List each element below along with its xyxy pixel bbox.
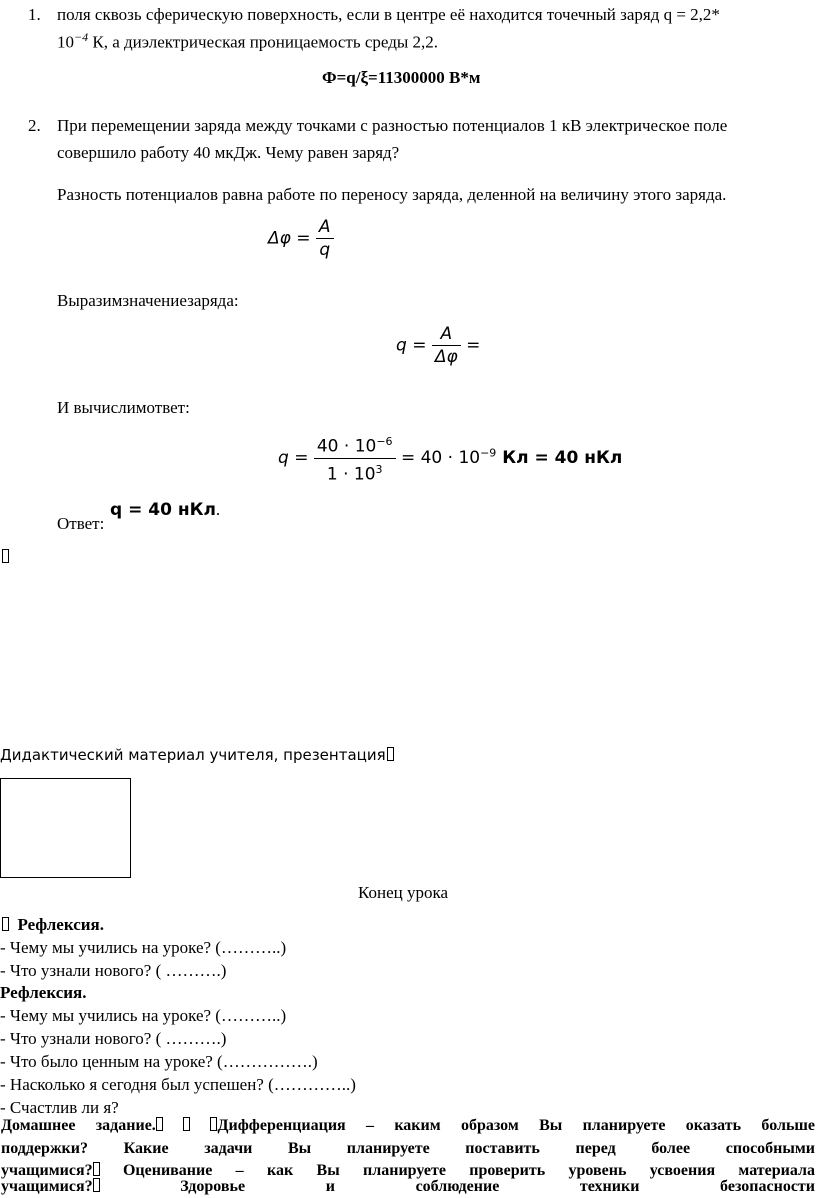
homework-differentiation: Дифференциация – каким образом Вы планируете оказать больше xyxy=(217,1117,816,1134)
didactic-text: Дидактический материал учителя, презентация xyxy=(0,746,386,764)
homework-line-3b: Оценивание – как Вы планируете проверить уровень усвоения материала xyxy=(99,1162,815,1179)
list-number-2: 2. xyxy=(28,116,41,135)
placeholder-glyph-icon xyxy=(93,1162,100,1176)
eq3-numerator-exp: −6 xyxy=(376,435,393,448)
eq3-denominator-exp: 3 xyxy=(375,462,383,476)
homework-line-2: поддержки? Какие задачи Вы планируете поставить перед более способными xyxy=(1,1140,815,1157)
image-placeholder-frame xyxy=(0,778,131,878)
answer-label: Ответ: xyxy=(57,514,105,533)
homework-line-1 xyxy=(1,1115,815,1137)
item2-line1: При перемещении заряда между точками с разностью потенциалов 1 кВ электрическое поле xyxy=(57,116,728,135)
homework-title: Домашнее задание. xyxy=(1,1117,156,1134)
reflection-2-line: - Что узнали нового? ( ……….) xyxy=(0,1029,227,1048)
item2-line2: совершило работу 40 мкДж. Чему равен заряд? xyxy=(57,143,400,162)
eq2-lhs: q = xyxy=(396,335,427,356)
homework-line-4b: Здоровье и соблюдение техники безопасности xyxy=(99,1178,815,1195)
reflection-2-line: - Что было ценным на уроке? (…………….) xyxy=(0,1052,318,1071)
eq3-denominator: 1 · 10 xyxy=(326,464,376,485)
flux-formula: Ф=q/ξ=11300000 В*м xyxy=(322,68,481,87)
item1-line1: поля сквозь сферическую поверхность, если в центре её находится точечный заряд q = 2,2* xyxy=(57,5,720,24)
homework-line-4 xyxy=(1,1176,815,1198)
placeholder-glyph-icon xyxy=(183,1117,190,1131)
reflection-1-title-text: Рефлексия. xyxy=(17,915,104,934)
answer-dot: . xyxy=(215,500,221,519)
answer-value-wrap xyxy=(110,500,220,520)
reflection-2-line: - Насколько я сегодня был успешен? (…………..) xyxy=(0,1075,356,1094)
reflection-2-title: Рефлексия. xyxy=(0,983,87,1002)
eq2-numerator: A xyxy=(432,323,461,346)
homework-line-3a: учащимися? xyxy=(1,1162,93,1179)
list-number-1: 1. xyxy=(28,5,41,24)
eq2-denominator: Δφ xyxy=(434,347,458,367)
eq3-rhs-b: Кл = 40 нКл xyxy=(496,448,623,469)
equation-calculation xyxy=(278,431,622,485)
placeholder-glyph-icon xyxy=(2,549,9,563)
eq3-lhs: q = xyxy=(278,448,309,469)
eq3-rhs-exp: −9 xyxy=(480,446,497,460)
eq3-rhs-a: = 40 · 10 xyxy=(400,448,481,469)
didactic-caption xyxy=(0,746,394,764)
equation-charge-expression xyxy=(396,323,480,368)
explanation-text: Разность потенциалов равна работе по переносу заряда, деленной на величину этого заряда. xyxy=(57,185,727,204)
item1-line2 xyxy=(57,26,438,54)
eq1-denominator: q xyxy=(319,240,331,260)
placeholder-glyph-icon xyxy=(156,1117,163,1131)
eq2-rhs: = xyxy=(466,335,481,356)
item1-line2-text: К, а диэлектрическая проницаемость среды 2,2. xyxy=(88,32,439,52)
reflection-1-title xyxy=(2,914,104,936)
placeholder-glyph-icon xyxy=(93,1178,100,1192)
eq1-lhs: Δφ = xyxy=(268,228,311,249)
lesson-end-heading: Конец урока xyxy=(358,883,449,902)
eq3-numerator: 40 · 10 xyxy=(316,436,377,457)
placeholder-glyph-icon xyxy=(2,917,9,931)
power-base: 10 xyxy=(57,32,74,52)
homework-line-4a: учащимися? xyxy=(1,1178,93,1195)
compute-label: И вычислимответ: xyxy=(57,398,190,417)
eq1-numerator: A xyxy=(316,216,334,239)
reflection-2-line: - Чему мы учились на уроке? (………..) xyxy=(0,1006,287,1025)
reflection-1-line: - Что узнали нового? ( ……….) xyxy=(0,961,227,980)
express-label: Выразимзначениезаряда: xyxy=(57,291,239,310)
answer-value: q = 40 нКл xyxy=(110,500,216,520)
placeholder-glyph-icon xyxy=(387,747,394,761)
power-exponent: −4 xyxy=(74,30,89,44)
reflection-1-line: - Чему мы учились на уроке? (………..) xyxy=(0,938,287,957)
equation-potential-difference xyxy=(268,216,334,261)
reflection-2-line: - Счастлив ли я? xyxy=(0,1098,119,1117)
